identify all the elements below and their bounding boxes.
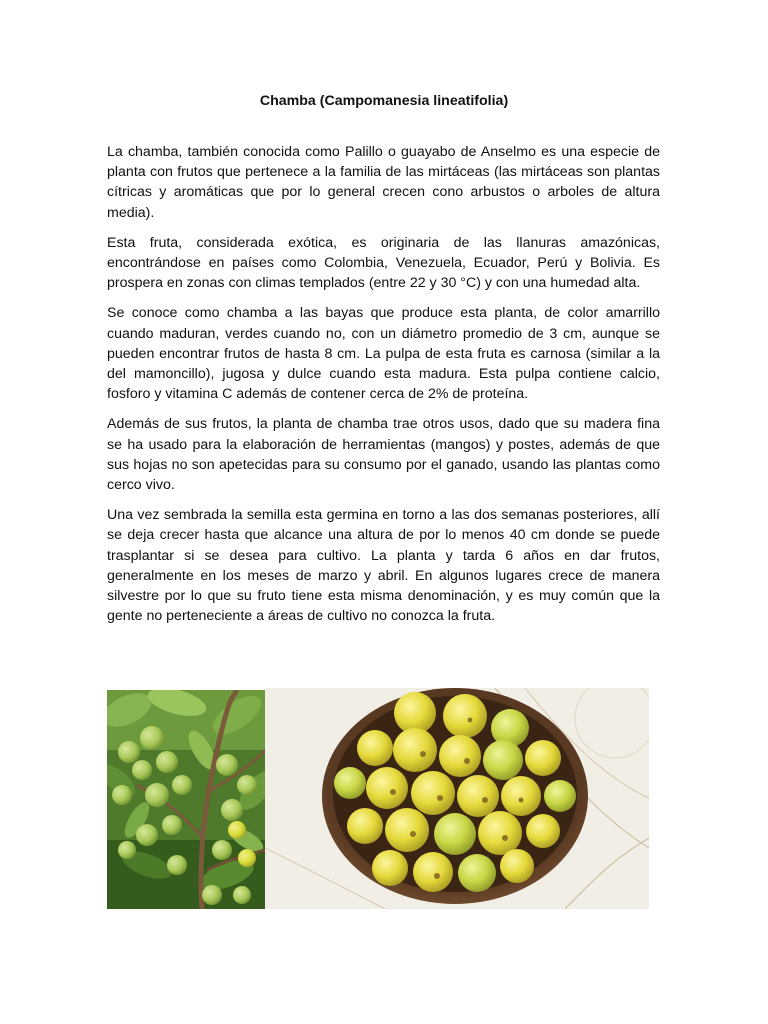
chamba-tree-illustration (107, 690, 265, 909)
paragraph-fruit-description: Se conoce como chamba a las bayas que produce esta planta, de color amarrillo cuando maduran, verdes cuando no, con un diámetro promedio de 3 cm, aunque se pueden encontrar frutos de hasta 8 cm. La pulpa de esta fruta es carnosa (similar a la del mamoncillo), jugosa y dulce cuando esta madura. Esta pulpa contiene calcio, fosforo y vitamina C además de contener cerca de 2% de proteína. (107, 305, 660, 403)
paragraph-other-uses: Además de sus frutos, la planta de chamba trae otros usos, dado que su madera fina se ha usado para la elaboración de herramientas (mangos) y postes, además de que sus hojas no son apetecidas para su consumo por el ganado, usando las plantas como cerco vivo. (107, 416, 660, 494)
figure-row (107, 688, 649, 909)
paragraph-origin: Esta fruta, considerada exótica, es originaria de las llanuras amazónicas, encontrándose en países como Colombia, Venezuela, Ecuador, Perú y Bolivia. Es prospera en zonas con climas templados (entre 22 y 30 °C) y con una humedad alta. (107, 234, 660, 292)
chamba-tree-image (107, 690, 265, 909)
chamba-bowl-illustration (265, 688, 649, 909)
paragraph-cultivation: Una vez sembrada la semilla esta germina en torno a las dos semanas posteriores, allí se deja crecer hasta que alcance una altura de por lo menos 40 cm donde se puede trasplantar si se desea para cultivo. La planta y tarda 6 años en dar frutos, generalmente en los meses de marzo y abril. En algunos lugares crece de manera silvestre por lo que su fruto tiene esta misma denominación, y es muy común que la gente no perteneciente a áreas de cultivo no conozca la fruta. (107, 507, 660, 625)
chamba-bowl-image (265, 688, 649, 909)
document-body (107, 142, 660, 636)
document-title: Chamba (Campomanesia lineatifolia) (259, 93, 509, 109)
paragraph-intro: La chamba, también conocida como Palillo o guayabo de Anselmo es una especie de planta con frutos que pertenece a la familia de las mirtáceas (las mirtáceas son plantas cítricas y aromáticas que por lo general crecen cono arbustos o arboles de altura media). (107, 144, 660, 221)
